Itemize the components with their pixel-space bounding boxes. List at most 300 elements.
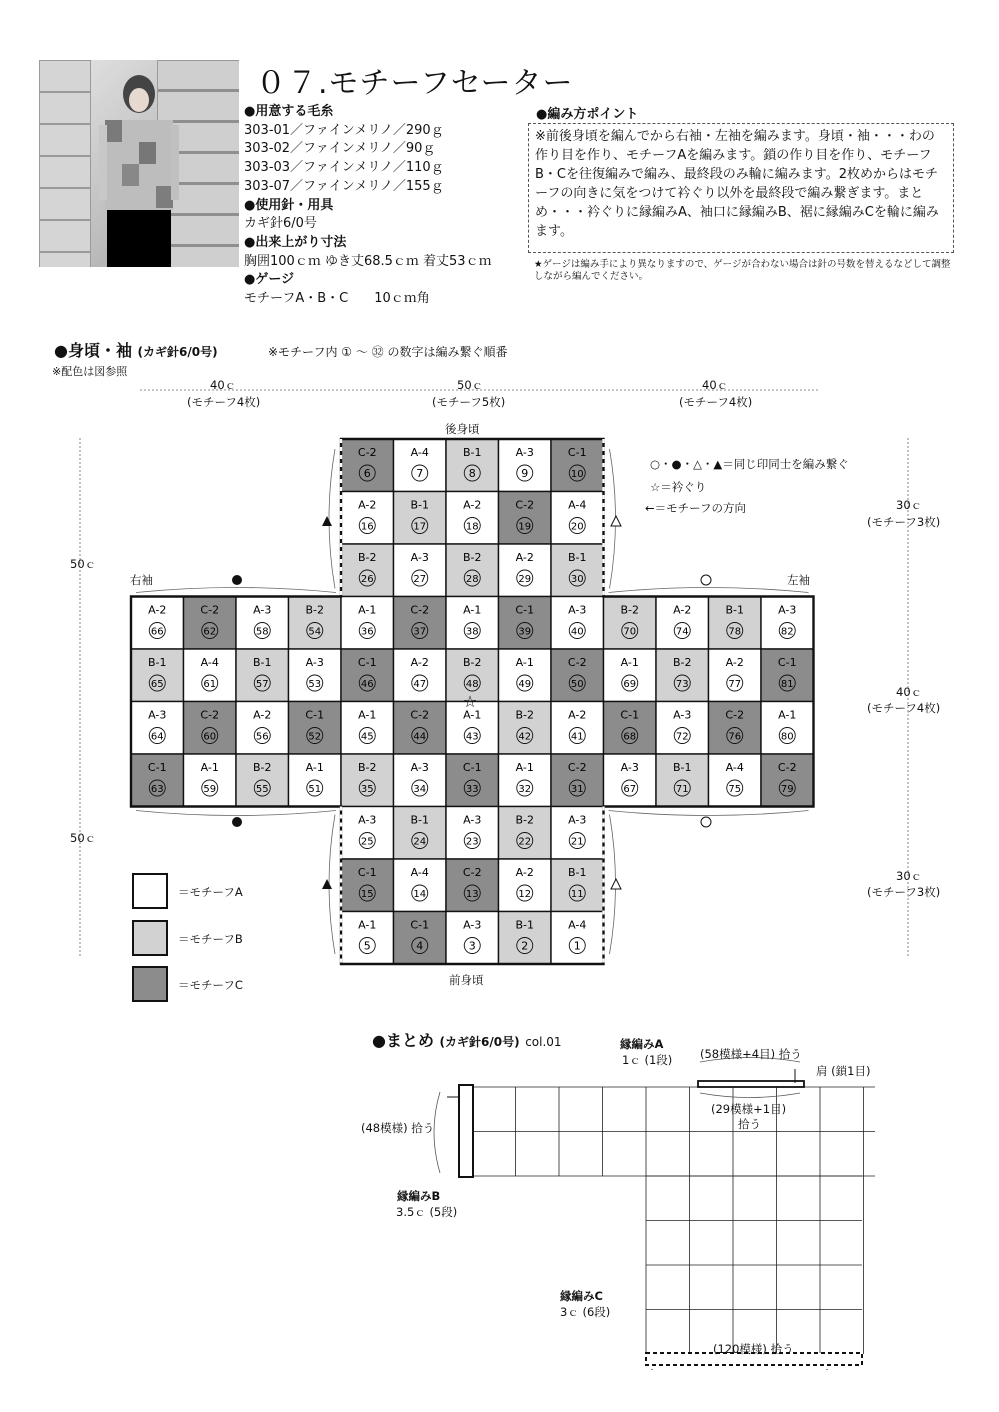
order-number: 6 [363,467,371,480]
dim-left: 50ｃ [70,557,97,571]
order-number: 67 [623,784,637,795]
points-heading: ●編み方ポイント [536,107,639,122]
motif-code: C-1 [357,656,377,669]
finishing-needle: (カギ針6/0号) [439,1035,520,1049]
motif-code: A-3 [568,603,587,617]
motif-code: B-1 [252,656,272,669]
motif-cell [604,702,657,755]
dim-right-count: (モチーフ3枚) [867,515,941,529]
motif-cell [341,754,394,807]
order-note: ※モチーフ内 ① ～ ㉜ の数字は編み繋ぐ順番 [268,345,508,359]
motif-cell [341,597,394,650]
edge-b-name: 縁編みB [397,1189,441,1203]
order-number: 76 [728,731,742,743]
order-number: 16 [360,521,374,533]
left-sleeve-label: 左袖 [787,573,810,587]
motif-code: C-2 [200,708,220,722]
motif-cell [394,807,447,860]
order-number: 38 [465,626,479,638]
motif-code: C-2 [410,708,430,722]
motif-code: C-2 [515,498,535,512]
order-number: 51 [308,784,322,795]
motif-code: A-4 [410,446,429,459]
order-number: 20 [570,521,584,533]
yarn-item: 303-07／ファインメリノ／155ｇ [244,178,444,194]
dim-left: 50ｃ [70,831,97,845]
gauge-note: ★ゲージは編み手により異なりますので、ゲージが合わない場合は針の号数を替えるなどして調整しながら編んでください。 [534,259,951,282]
motif-cell [446,912,499,965]
order-number: 53 [308,679,322,690]
motif-cell [551,912,604,965]
motif-cell [499,754,552,807]
motif-code: A-3 [568,813,587,827]
join-curve [609,811,809,816]
order-number: 11 [570,889,584,900]
motif-cell [236,702,289,755]
order-number: 65 [150,679,164,690]
motif-cell [499,649,552,702]
motif-code: A-3 [410,761,429,774]
yarn-item: 303-01／ファインメリノ／290ｇ [244,122,444,138]
order-number: 9 [521,467,529,480]
motif-cell [131,754,184,807]
motif-cell [551,544,604,597]
motif-code: A-3 [463,918,482,932]
motif-code: A-1 [515,656,534,669]
motif-code: B-1 [567,551,587,564]
legend-join: ○・●・△・▲＝同じ印同士を編み繋ぐ [650,457,849,471]
order-number: 2 [521,939,529,953]
motif-code: A-3 [463,813,482,827]
order-number: 17 [413,521,427,533]
motif-code: A-4 [725,761,744,774]
order-number: 3 [468,939,476,953]
motif-cell [499,859,552,912]
motif-cell [394,912,447,965]
order-number: 39 [518,626,532,638]
motif-cell [341,702,394,755]
motif-code: A-1 [463,603,482,617]
motif-code: A-2 [253,708,272,722]
edge-c-name: 縁編みC [560,1289,603,1303]
order-number: 34 [413,784,427,795]
motif-code: A-3 [778,603,797,617]
motif-code: B-2 [357,761,377,774]
order-number: 54 [308,626,322,638]
motif-code: B-2 [462,551,482,564]
order-number: 14 [413,889,427,900]
motif-cell [394,439,447,492]
motif-code: B-2 [357,551,377,564]
dim-right-cm: 40ｃ [896,685,923,699]
motif-cell [499,807,552,860]
order-number: 82 [780,626,794,638]
motif-code: C-1 [515,603,535,617]
order-number: 78 [728,626,742,638]
legend-swatch-c [132,966,168,1002]
mark-open-circle [701,575,711,585]
motif-cell [499,912,552,965]
motif-cell [709,597,762,650]
motif-cell [604,754,657,807]
motif-cell [551,649,604,702]
order-number: 7 [416,467,424,480]
order-number: 41 [570,731,584,743]
motif-code: A-1 [358,708,377,722]
motif-cell [394,859,447,912]
motif-code: A-2 [515,551,534,564]
order-number: 19 [518,521,532,533]
order-number: 80 [780,731,794,743]
legend-neck: ☆＝衿ぐり [650,480,707,494]
motif-cell [551,702,604,755]
front-label: 前身頃 [449,973,484,987]
order-number: 13 [465,889,479,900]
order-number: 35 [360,784,374,795]
order-number: 15 [360,889,374,900]
motif-code: A-4 [410,866,429,879]
order-number: 60 [203,731,217,743]
motif-code: A-1 [778,708,797,722]
motif-code: C-2 [777,761,797,774]
order-number: 25 [360,836,374,848]
legend-label: ＝モチーフC [178,978,243,992]
order-number: 21 [570,836,584,848]
motif-code: A-3 [148,708,167,722]
motif-cell [446,544,499,597]
dim-top-count: (モチーフ4枚) [679,395,753,409]
order-number: 31 [570,784,584,795]
order-number: 49 [518,679,532,690]
order-number: 29 [518,574,532,585]
mark-filled-triangle [322,516,332,526]
back-label: 後身頃 [445,422,480,436]
motif-cell [184,702,237,755]
finishing-diagram [0,1040,999,1370]
motif-code: C-2 [725,708,745,722]
motif-code: B-1 [462,446,482,459]
legend-label: ＝モチーフB [178,932,243,946]
motif-cell [446,807,499,860]
order-number: 18 [465,521,479,533]
mark-open-triangle [611,516,621,526]
edge-a-pick1: (58模様+4目) 拾う [700,1047,802,1061]
needle-heading: ●使用針・用具 [244,197,334,213]
edge-b-size: 3.5ｃ (5段) [396,1205,458,1219]
motif-cell [499,702,552,755]
legend-direction: ←＝モチーフの方向 [645,501,747,515]
edge-a-pick2b: 拾う [738,1117,761,1131]
motif-code: B-2 [620,603,640,617]
join-curve [136,588,336,593]
order-number: 26 [360,574,374,585]
motif-code: C-1 [620,708,640,722]
finishing-heading-text: ●まとめ [372,1031,434,1050]
motif-cell [446,754,499,807]
join-curve [329,815,335,955]
motif-code: A-4 [568,498,587,512]
motif-cell [656,702,709,755]
order-number: 58 [255,626,269,638]
join-curve [609,588,809,593]
motif-cell [604,597,657,650]
order-number: 8 [468,467,476,480]
motif-cell [236,754,289,807]
motif-cell [289,754,342,807]
motif-code: C-1 [305,708,325,722]
order-number: 10 [570,469,584,480]
mark-filled-triangle [322,879,332,889]
order-number: 59 [203,784,217,795]
motif-cell [289,597,342,650]
motif-cell [551,492,604,545]
legend-swatch-a [132,873,168,909]
motif-cell [131,649,184,702]
order-number: 77 [728,679,742,690]
order-number: 27 [413,574,427,585]
gauge-value: モチーフA・B・C 10ｃｍ角 [244,291,430,307]
motif-code: C-2 [357,446,377,459]
edge-a-name: 縁編みA [620,1037,664,1051]
motif-cell [394,649,447,702]
join-curve [329,449,335,589]
motif-cell [184,754,237,807]
motif-code: B-2 [515,708,535,722]
motif-code: A-2 [725,656,744,669]
motif-code: C-1 [147,761,167,774]
motif-code: C-1 [777,656,797,669]
motif-code: B-1 [410,813,430,827]
shoulder-label: 肩 (鎖1目) [816,1064,871,1078]
gauge-heading: ●ゲージ [244,272,295,288]
dim-right-count: (モチーフ4枚) [867,701,941,715]
order-number: 56 [255,731,269,743]
order-number: 22 [518,836,532,848]
motif-code: C-2 [200,603,220,617]
motif-code: B-1 [515,918,535,932]
motif-code: A-3 [358,813,377,827]
motif-cell [604,649,657,702]
page-title: ０７.モチーフセーター [256,66,574,101]
order-number: 40 [570,626,584,638]
dim-right-cm: 30ｃ [896,869,923,883]
order-number: 64 [150,731,164,743]
order-number: 24 [413,836,427,848]
order-number: 46 [360,679,374,690]
order-number: 66 [150,626,164,638]
motif-cell [341,649,394,702]
motif-cell [394,544,447,597]
motif-cell [394,702,447,755]
motif-code: C-2 [410,603,430,617]
motif-cell [709,649,762,702]
motif-code: B-2 [252,761,272,774]
motif-cell [446,597,499,650]
motif-cell [656,649,709,702]
motif-cell [499,544,552,597]
motif-cell [394,492,447,545]
dim-top-cm: 40ｃ [702,378,729,392]
neck-star-icon: ☆ [462,692,478,711]
motif-code: A-2 [410,656,429,669]
order-number: 1 [573,939,581,953]
order-number: 61 [203,679,217,690]
motif-code: A-1 [463,708,482,722]
needle-value: カギ針6/0号 [244,216,317,232]
motif-cell [761,754,814,807]
order-number: 4 [416,939,424,953]
order-number: 5 [363,939,371,953]
motif-cell [709,754,762,807]
motif-code: A-2 [148,603,167,617]
order-number: 72 [675,731,689,743]
motif-cell [341,912,394,965]
mark-filled-circle [232,817,242,827]
motif-cell [499,597,552,650]
motif-cell [761,597,814,650]
motif-cell [236,597,289,650]
motif-cell [341,807,394,860]
order-number: 36 [360,626,374,638]
motif-code: C-1 [357,866,377,879]
order-number: 23 [465,836,479,848]
motif-code: A-2 [515,866,534,879]
motif-code: A-3 [673,708,692,722]
size-value: 胸囲100ｃｍ ゆき丈68.5ｃｍ 着丈53ｃｍ [244,253,492,269]
motif-code: A-1 [200,761,219,774]
motif-cell [341,859,394,912]
order-number: 44 [413,731,427,743]
motif-code: A-1 [358,603,377,617]
order-number: 28 [465,574,479,585]
motif-cell [446,492,499,545]
motif-code: A-3 [305,656,324,669]
motif-code: A-1 [305,761,324,774]
dim-top-cm: 40ｃ [210,378,237,392]
legend-swatch-b [132,920,168,956]
motif-cell [551,807,604,860]
motif-cell [184,649,237,702]
motif-code: B-1 [725,603,745,617]
order-number: 37 [413,626,427,638]
motif-cell [341,439,394,492]
body-heading-text: ●身頃・袖 [54,341,132,360]
order-number: 43 [465,731,479,743]
motif-cell [656,754,709,807]
motif-cell [289,649,342,702]
motif-code: C-2 [567,656,587,669]
order-number: 45 [360,731,374,743]
order-number: 79 [780,784,794,795]
motif-cell [551,754,604,807]
points-box: ※前後身頃を編んでから右袖・左袖を編みます。身頃・袖・・・わの作り目を作り、モチーフAを編みます。鎖の作り目を作り、モチーフB・Cを往復編みで編み、最終段のみ輪に編みます。2枚めからはモチーフの向きに気をつけて衿ぐり以外を最終段で編み繋ぎます。まとめ・・・衿ぐりに縁編みA、袖口に縁編みB、裾に縁編みCを輪に編みます。 [528,123,954,253]
motif-code: A-4 [568,918,587,932]
legend-label: ＝モチーフA [178,885,243,899]
motif-code: B-2 [305,603,325,617]
motif-cell [709,702,762,755]
order-number: 55 [255,784,269,795]
order-number: 75 [728,784,742,795]
dim-top-count: (モチーフ4枚) [187,395,261,409]
mark-filled-circle [232,575,242,585]
edge-a-pick2: (29模様+1目) [711,1102,787,1116]
order-number: 71 [675,784,689,795]
motif-cell [446,439,499,492]
edge-c-pick: (120模様) 拾う [713,1342,794,1356]
color-note: ※配色は図参照 [52,365,128,378]
order-number: 32 [518,784,532,795]
motif-cell [446,859,499,912]
edge-c-size: 3ｃ (6段) [560,1305,611,1319]
motif-cell [499,439,552,492]
motif-code: C-2 [567,761,587,774]
motif-cell [289,702,342,755]
edge-a-size: 1ｃ (1段) [622,1053,673,1067]
motif-cell [394,597,447,650]
motif-code: A-1 [358,918,377,932]
motif-code: A-4 [200,656,219,669]
motif-code: C-1 [462,761,482,774]
motif-code: A-1 [515,761,534,774]
motif-code: A-3 [253,603,272,617]
yarn-item: 303-02／ファインメリノ／90ｇ [244,141,436,157]
order-number: 57 [255,679,269,690]
motif-code: A-2 [568,708,587,722]
order-number: 12 [518,889,532,900]
order-number: 70 [623,626,637,638]
motif-cell [341,492,394,545]
motif-cell [131,597,184,650]
order-number: 30 [570,574,584,585]
mark-open-circle [701,817,711,827]
order-number: 52 [308,731,322,743]
yarn-item: 303-03／ファインメリノ／110ｇ [244,160,444,176]
order-number: 33 [465,784,479,795]
order-number: 62 [203,626,217,638]
motif-cell [184,597,237,650]
order-number: 42 [518,731,532,743]
finishing-col: col.01 [525,1035,562,1049]
motif-code: A-2 [358,498,377,512]
join-curve [136,811,336,816]
motif-code: C-2 [462,866,482,879]
right-sleeve-label: 右袖 [130,573,153,587]
motif-cell [551,597,604,650]
edge-b-pick: (48模様) 拾う [361,1121,435,1135]
motif-cell [761,702,814,755]
motif-code: B-1 [147,656,167,669]
motif-code: A-2 [463,498,482,512]
motif-code: B-1 [672,761,692,774]
motif-code: B-1 [567,866,587,879]
motif-cell [131,702,184,755]
motif-code: C-1 [410,918,430,932]
dim-top-count: (モチーフ5枚) [432,395,506,409]
motif-code: A-1 [620,656,639,669]
motif-code: C-1 [567,446,587,459]
order-number: 47 [413,679,427,690]
motif-cell [341,544,394,597]
motif-cell [761,649,814,702]
size-heading: ●出来上がり寸法 [244,234,347,250]
order-number: 63 [150,784,164,795]
motif-code: B-2 [672,656,692,669]
motif-cell [499,492,552,545]
order-number: 69 [623,679,637,690]
motif-code: B-2 [515,813,535,827]
dim-right-count: (モチーフ3枚) [867,885,941,899]
order-number: 81 [780,679,794,690]
